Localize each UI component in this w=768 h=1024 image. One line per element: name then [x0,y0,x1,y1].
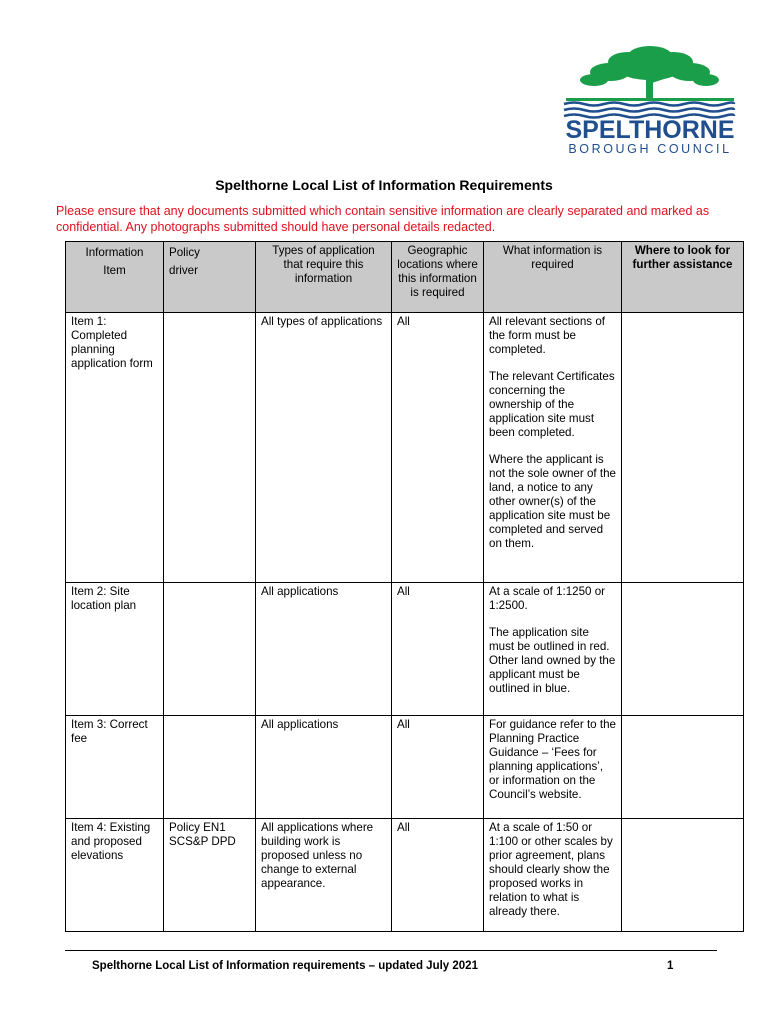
table-header-row [66,242,744,313]
logo-subtitle: BOROUGH COUNCIL [568,142,732,156]
document-title: Spelthorne Local List of Information Requirements [215,177,553,193]
warning-notice: Please ensure that any documents submitted which contain sensitive information are clearly separated and marked as confidential. Any photographs submitted should have personal details redacted. [56,204,710,234]
cell-locations: All [392,819,484,932]
cell-locations: All [392,583,484,716]
table-row [66,313,744,583]
cell-what-paragraph: The relevant Certificates concerning the ownership of the application site must been completed. [489,370,615,439]
footer-divider [65,950,717,951]
cell-driver-line: SCS&P DPD [169,835,236,848]
cell-where [622,313,744,583]
cell-item: Item 2: Site location plan [66,583,164,716]
cell-locations: All [392,313,484,583]
page-number: 1 [667,960,674,972]
cell-item: Item 1: Completed planning application form [66,313,164,583]
header-where: Where to look for further assistance [622,242,744,313]
cell-what [484,583,622,716]
cell-what [484,313,622,583]
cell-item: Item 4: Existing and proposed elevations [66,819,164,932]
header-item-line1: Information [85,246,144,259]
cell-driver [164,819,256,932]
council-logo [558,40,738,155]
table-row [66,819,744,932]
cell-types: All applications [256,716,392,819]
cell-what-paragraph: At a scale of 1:1250 or 1:2500. [489,585,606,612]
cell-types: All types of applications [256,313,392,583]
cell-what-paragraph: Where the applicant is not the sole owner of the land, a notice to any other owner(s) of the application site must be completed and served on them. [489,453,616,550]
cell-types: All applications [256,583,392,716]
table-row [66,716,744,819]
logo-name: SPELTHORNE [565,116,735,144]
cell-driver [164,313,256,583]
cell-driver [164,583,256,716]
table-row [66,583,744,716]
cell-what-paragraph: At a scale of 1:50 or 1:100 or other scales by prior agreement, plans should clearly show the proposed works in relation to what is already there. [489,821,613,918]
cell-types: All applications where building work is proposed unless no change to external appearance. [256,819,392,932]
header-driver-line2: driver [169,264,198,277]
cell-what [484,716,622,819]
cell-what-paragraph: The application site must be outlined in red. Other land owned by the applicant must be outlined in blue. [489,626,616,695]
cell-where [622,583,744,716]
requirements-table [65,241,744,932]
header-driver-line1: Policy [169,246,200,259]
cell-driver [164,716,256,819]
cell-what-paragraph: All relevant sections of the form must be completed. [489,315,605,356]
header-what: What information is required [484,242,622,313]
cell-locations: All [392,716,484,819]
cell-driver-line: Policy EN1 [169,821,226,834]
cell-what-paragraph: For guidance refer to the Planning Practice Guidance – ‘Fees for planning applications’, or information on the Council’s website. [489,718,616,801]
tree-logo-icon [558,40,738,120]
header-locations: Geographic locations where this information is required [392,242,484,313]
cell-item: Item 3: Correct fee [66,716,164,819]
header-policy-driver [164,242,256,313]
header-types: Types of application that require this information [256,242,392,313]
cell-what [484,819,622,932]
cell-where [622,716,744,819]
header-information-item [66,242,164,313]
cell-where [622,819,744,932]
footer-text: Spelthorne Local List of Information requirements – updated July 2021 [92,960,478,972]
header-item-line2: Item [103,264,126,277]
